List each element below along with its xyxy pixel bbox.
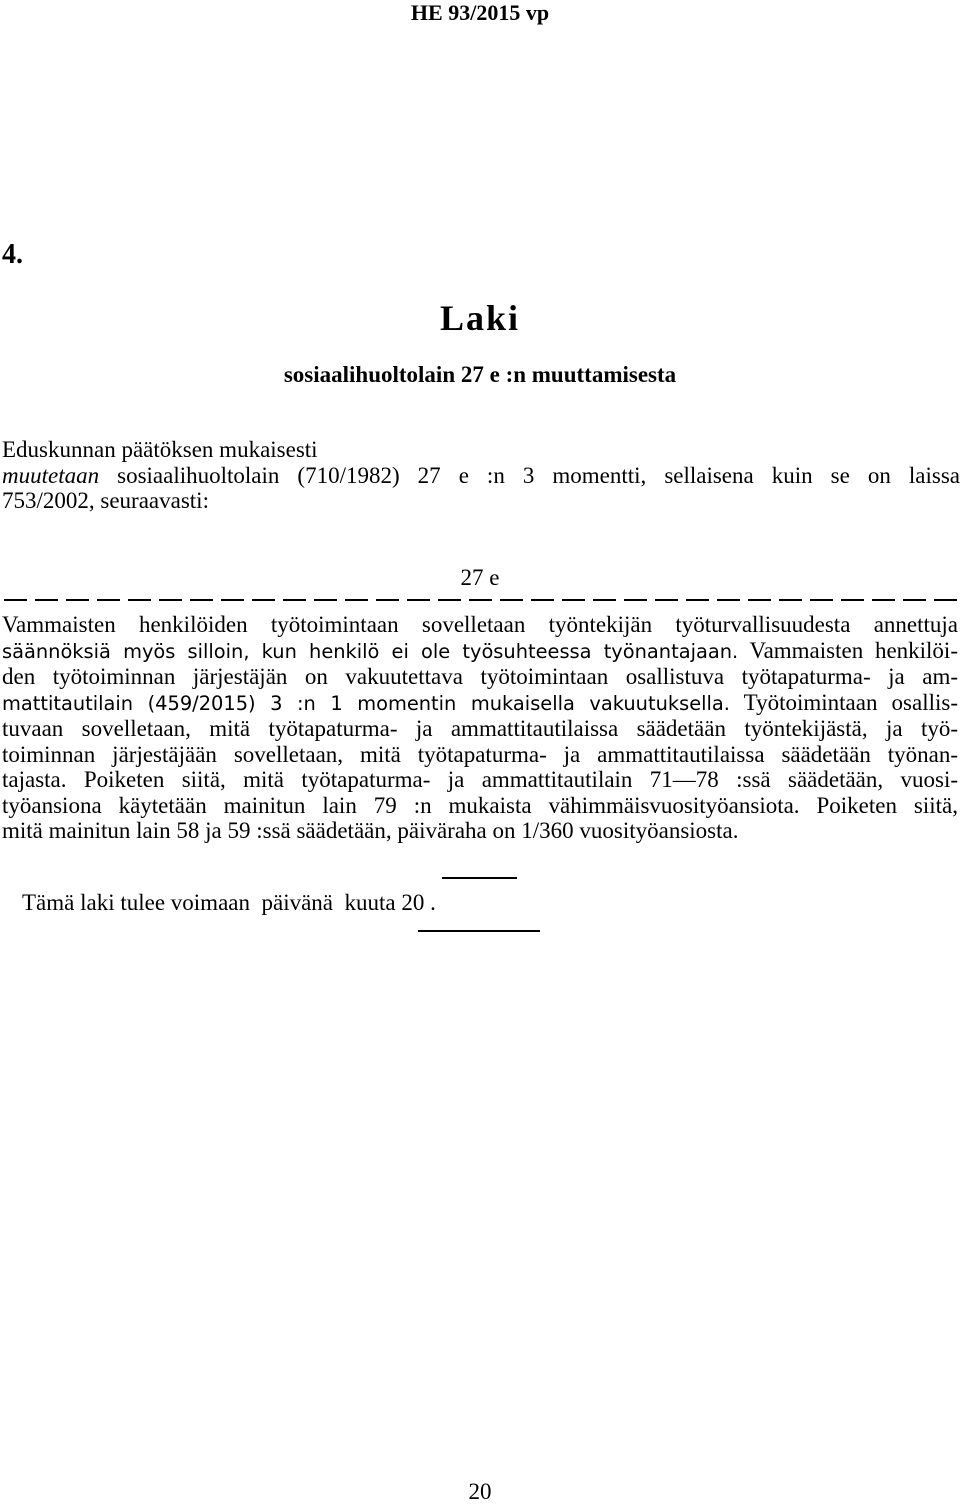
paragraph-line: mitä mainitun lain 58 ja 59 :ssä säädetään, päiväraha on 1/360 vuosityöansiosta. — [2, 818, 739, 843]
paragraph-line-rest: Vammaisten henkilöi- — [738, 637, 958, 663]
omitted-text-dashes — [4, 599, 958, 601]
introduction — [2, 437, 960, 514]
paragraph-line — [2, 690, 958, 717]
paragraph-line-sans: säännöksiä myös silloin, kun henkilö ei ole työsuhteessa työnantajaan. — [2, 639, 739, 663]
law-subtitle: sosiaalihuoltolain 27 e :n muuttamisesta — [283, 362, 677, 387]
intro-line-1: Eduskunnan päätöksen mukaisesti — [2, 437, 318, 462]
document-header: HE 93/2015 vp — [410, 0, 550, 25]
separator-rule — [442, 877, 517, 879]
intro-line-2 — [2, 463, 960, 489]
page-number: 20 — [468, 1479, 492, 1504]
section-paragraph — [2, 612, 958, 844]
paragraph-line: tajasta. Poiketen siitä, mitä työtapaturma- ja ammattitautilain 71—78 :ssä säädetään, vuosi- — [2, 767, 958, 792]
paragraph-line-sans: mattitautilain (459/2015) 3 :n 1 momentin mukaisella vakuutuksella. — [2, 691, 730, 715]
intro-verb: muutetaan — [2, 462, 100, 488]
paragraph-line-rest: Työtoimintaan osallis- — [729, 689, 958, 715]
section-number: 4. — [2, 239, 23, 270]
paragraph-line — [2, 638, 958, 665]
paragraph-line: työansiona käytetään mainitun lain 79 :n mukaista vähimmäisvuosityöansiota. Poiketen siitä, — [2, 792, 958, 818]
paragraph-line: den työtoiminnan järjestäjän on vakuutettava työtoimintaan osallistuva työtapaturma- ja am- — [2, 664, 958, 689]
entry-into-force: Tämä laki tulee voimaan päivänä kuuta 20 . — [22, 890, 436, 915]
paragraph-line: toiminnan järjestäjään sovelletaan, mitä työtapaturma- ja ammattitautilaissa säädetään työnan- — [2, 741, 958, 767]
intro-line-2-rest: sosiaalihuoltolain (710/1982) 27 e :n 3 momentti, sellaisena kuin se on laissa — [99, 462, 960, 488]
separator-rule — [418, 930, 540, 932]
paragraph-line: tuvaan sovelletaan, mitä työtapaturma- ja ammattitautilaissa säädetään työntekijästä, ja työ- — [2, 716, 958, 741]
intro-line-3: 753/2002, seuraavasti: — [2, 488, 209, 513]
law-title: Laki — [439, 298, 521, 338]
paragraph-line: Vammaisten henkilöiden työtoimintaan sovelletaan työntekijän työturvallisuudesta annettuja — [2, 612, 958, 637]
section-heading: 27 e — [460, 565, 500, 590]
